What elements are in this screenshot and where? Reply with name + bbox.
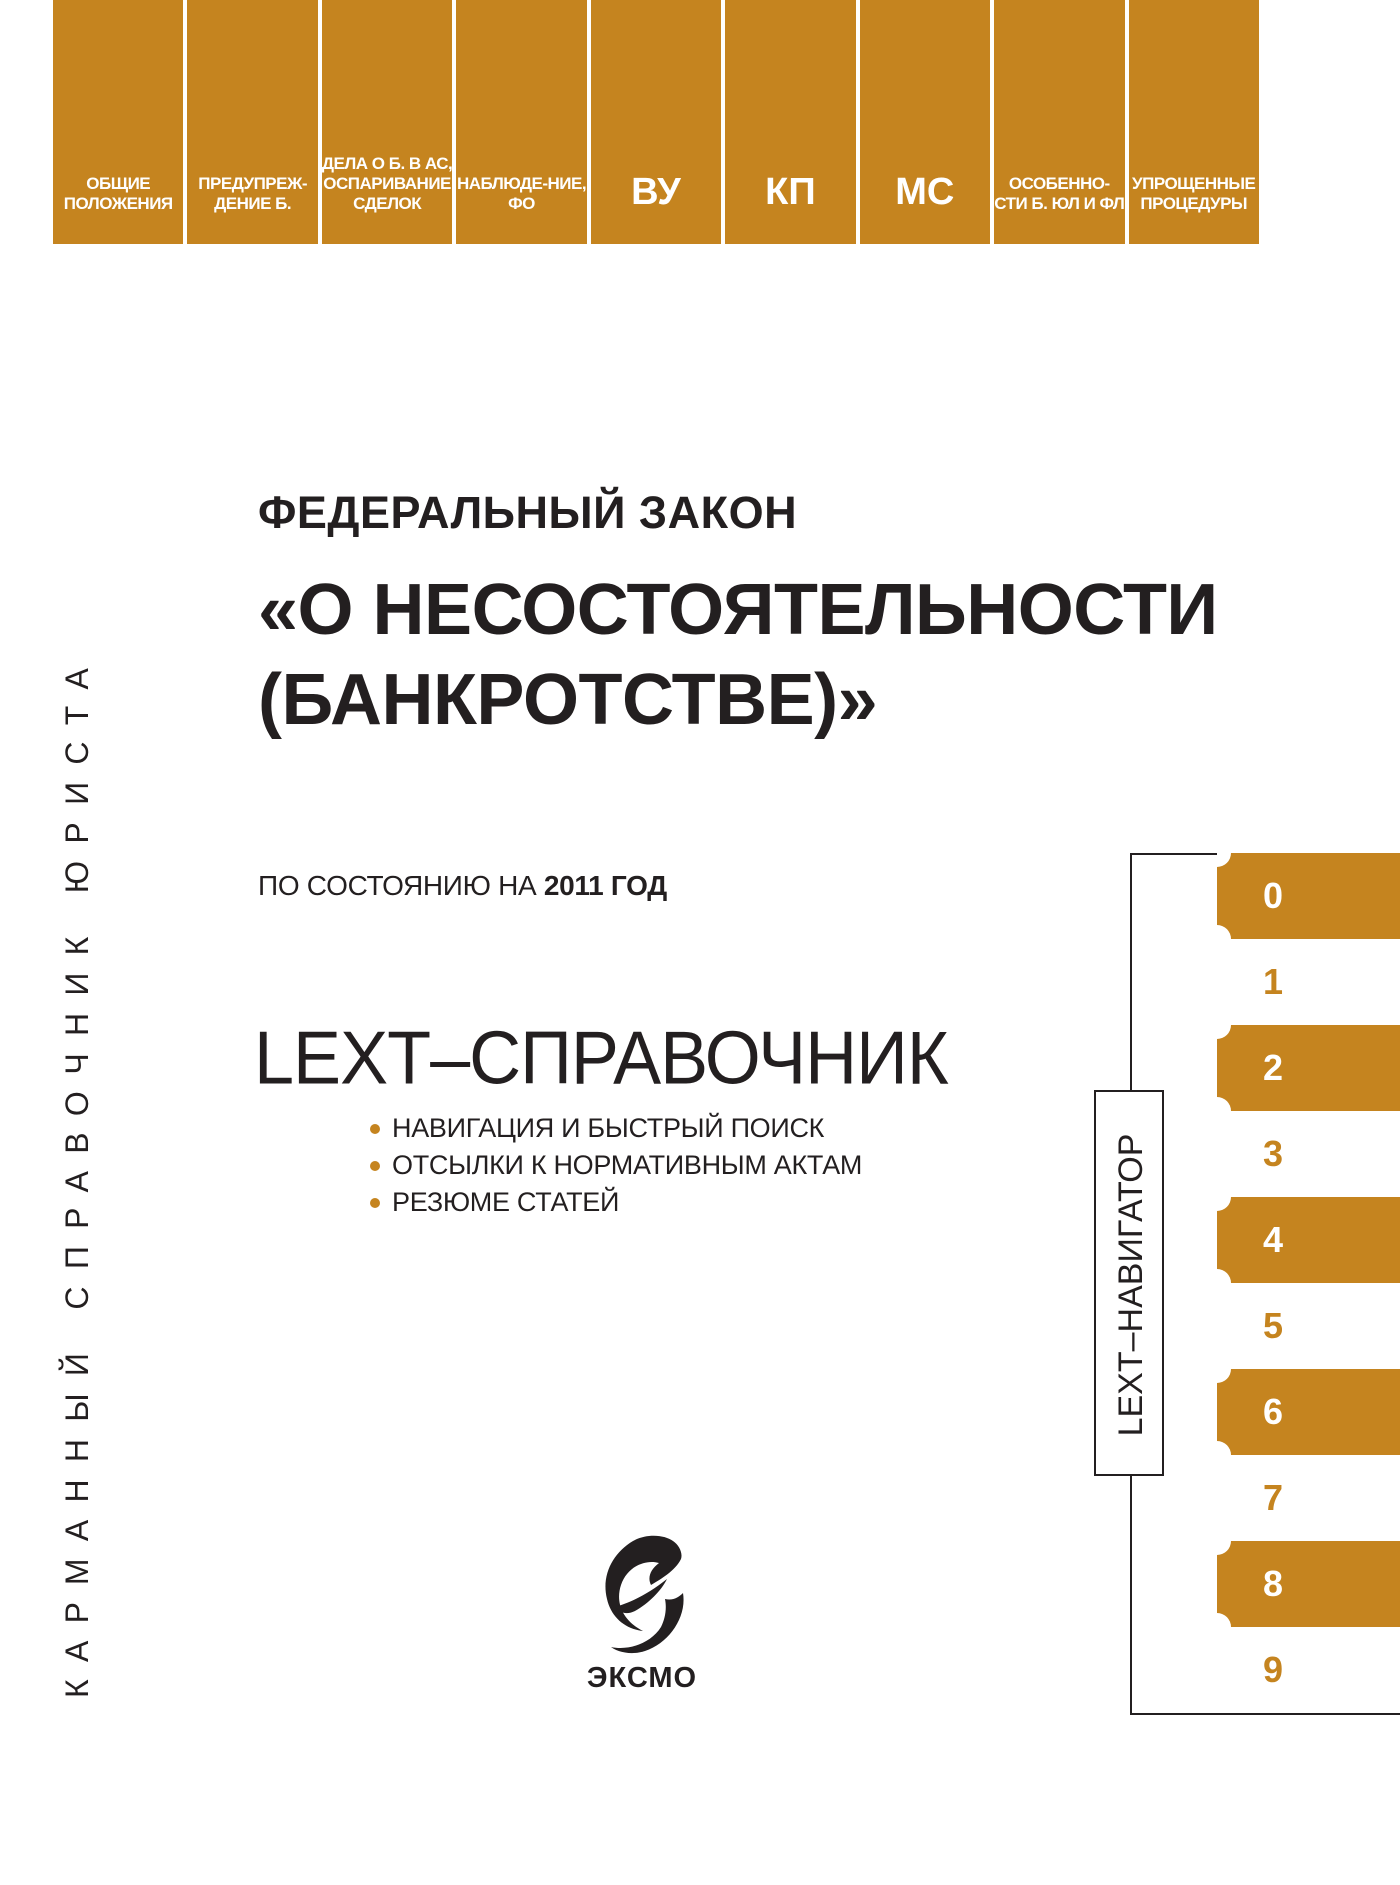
as-of-line bbox=[258, 870, 667, 902]
feature-text: ОТСЫЛКИ К НОРМАТИВНЫМ АКТАМ bbox=[392, 1150, 863, 1180]
feature-text: НАВИГАЦИЯ И БЫСТРЫЙ ПОИСК bbox=[392, 1113, 825, 1143]
tab-ms[interactable] bbox=[860, 0, 990, 244]
navigator-item-2[interactable] bbox=[1217, 1025, 1400, 1111]
navigator-number: 9 bbox=[1263, 1649, 1284, 1690]
list-item bbox=[370, 1147, 862, 1184]
publisher-name: ЭКСМО bbox=[586, 1662, 698, 1694]
navigator-item-0[interactable] bbox=[1217, 853, 1400, 939]
law-name-line2: (БАНКРОТСТВЕ)» bbox=[258, 660, 878, 740]
list-item bbox=[370, 1110, 862, 1147]
tab-label: ДЕЛА О Б. В АС, ОСПАРИВАНИЕ СДЕЛОК bbox=[321, 154, 453, 213]
tab-court-cases[interactable] bbox=[322, 0, 452, 244]
tab-label: УПРОЩЕННЫЕ ПРОЦЕДУРЫ bbox=[1132, 174, 1256, 213]
navigator-number: 8 bbox=[1263, 1563, 1284, 1604]
law-title: ФЕДЕРАЛЬНЫЙ ЗАКОН bbox=[258, 487, 798, 538]
section-tabs bbox=[53, 0, 1259, 244]
tab-observation[interactable] bbox=[456, 0, 586, 244]
navigator-number: 4 bbox=[1263, 1219, 1284, 1260]
bullet-icon bbox=[370, 1161, 380, 1171]
navigator-number: 0 bbox=[1263, 875, 1284, 916]
feature-text: РЕЗЮМЕ СТАТЕЙ bbox=[392, 1187, 620, 1217]
navigator-number: 5 bbox=[1263, 1305, 1284, 1346]
navigator-number: 2 bbox=[1263, 1047, 1284, 1088]
tab-label: ОБЩИЕ ПОЛОЖЕНИЯ bbox=[63, 174, 173, 213]
navigator-item-7[interactable] bbox=[1217, 1455, 1400, 1541]
tab-simplified-procedures[interactable] bbox=[1129, 0, 1259, 244]
law-name bbox=[258, 565, 1258, 745]
tab-label: НАБЛЮДЕ-НИЕ, ФО bbox=[457, 174, 587, 213]
features-list bbox=[370, 1110, 862, 1221]
as-of-year: 2011 ГОД bbox=[543, 870, 667, 901]
navigator-item-4[interactable] bbox=[1217, 1197, 1400, 1283]
series-title: КАРМАННЫЙ СПРАВОЧНИК ЮРИСТА bbox=[59, 650, 95, 1698]
tab-general-provisions[interactable] bbox=[53, 0, 183, 244]
navigator-item-3[interactable] bbox=[1217, 1111, 1400, 1197]
tab-special-features[interactable] bbox=[994, 0, 1124, 244]
law-name-line1: «О НЕСОСТОЯТЕЛЬНОСТИ bbox=[258, 570, 1218, 650]
tab-label: ПРЕДУПРЕЖ-ДЕНИЕ Б. bbox=[198, 174, 308, 213]
bullet-icon bbox=[370, 1198, 380, 1208]
tab-vu[interactable] bbox=[591, 0, 721, 244]
navigator-item-6[interactable] bbox=[1217, 1369, 1400, 1455]
lext-title: LEXT–СПРАВОЧНИК bbox=[254, 1016, 948, 1101]
navigator-number: 7 bbox=[1263, 1477, 1284, 1518]
tab-prevention[interactable] bbox=[187, 0, 317, 244]
navigator-item-8[interactable] bbox=[1217, 1541, 1400, 1627]
tab-label: КП bbox=[765, 171, 816, 213]
navigator-number: 3 bbox=[1263, 1133, 1284, 1174]
tab-label: ВУ bbox=[631, 171, 681, 213]
navigator-label-box bbox=[1094, 1090, 1164, 1476]
tab-kp[interactable] bbox=[725, 0, 855, 244]
navigator-number: 1 bbox=[1263, 961, 1284, 1002]
navigator-item-5[interactable] bbox=[1217, 1283, 1400, 1369]
navigator-number: 6 bbox=[1263, 1391, 1284, 1432]
navigator-item-9[interactable] bbox=[1217, 1627, 1400, 1713]
navigator-item-1[interactable] bbox=[1217, 939, 1400, 1025]
list-item bbox=[370, 1184, 862, 1221]
as-of-prefix: ПО СОСТОЯНИЮ НА bbox=[258, 870, 537, 901]
tab-label: МС bbox=[895, 171, 955, 213]
tab-label: ОСОБЕННО-СТИ Б. ЮЛ И ФЛ bbox=[994, 174, 1125, 213]
eksmo-logo-icon bbox=[595, 1533, 695, 1663]
bullet-icon bbox=[370, 1124, 380, 1134]
navigator-label: LEXT–НАВИГАТОР bbox=[1112, 1133, 1150, 1437]
